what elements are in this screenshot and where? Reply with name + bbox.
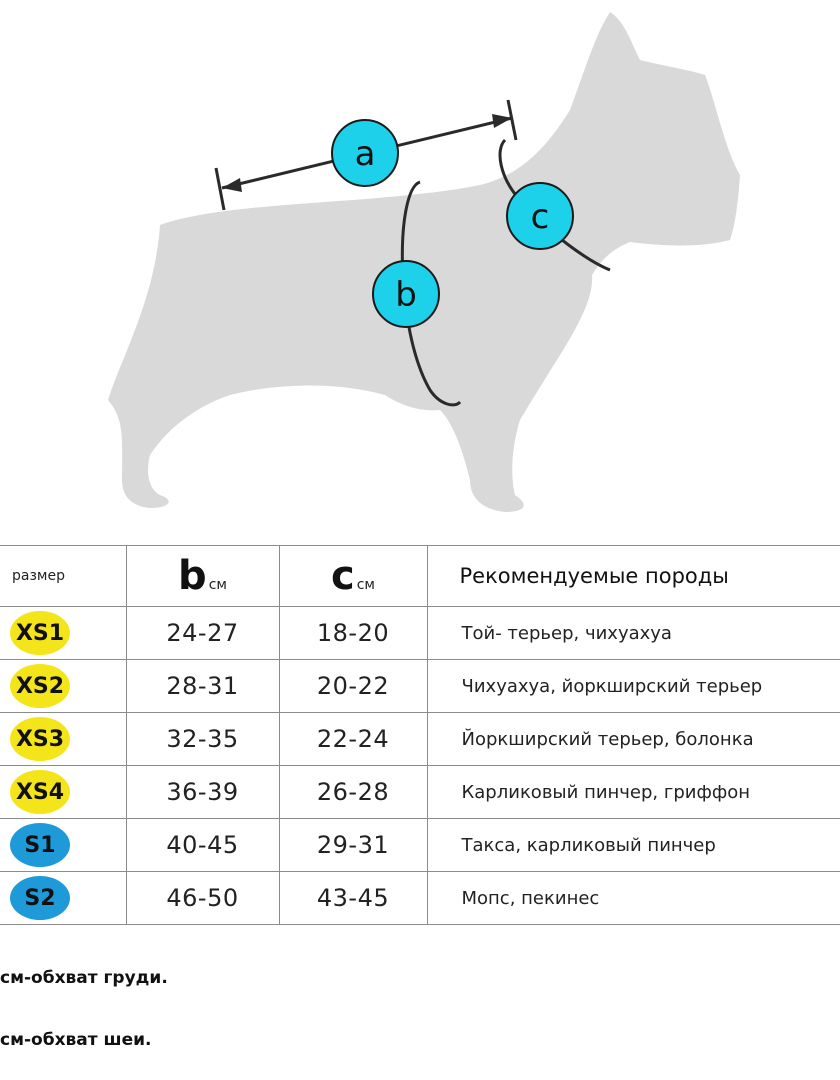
chest-cell: 46-50 — [126, 872, 279, 925]
header-breeds: Рекомендуемые породы — [427, 546, 840, 607]
table-row — [0, 819, 840, 872]
breeds-cell: Такса, карликовый пинчер — [427, 819, 840, 872]
header-b-letter: b — [178, 553, 207, 599]
breeds-cell: Карликовый пинчер, гриффон — [427, 766, 840, 819]
size-badge: XS2 — [10, 664, 70, 708]
size-badge: XS4 — [10, 770, 70, 814]
size-badge: XS1 — [10, 611, 70, 655]
header-c — [279, 546, 427, 607]
neck-cell: 22-24 — [279, 713, 427, 766]
label-a-text: a — [354, 134, 376, 174]
label-c-badge — [507, 183, 573, 249]
header-c-letter: c — [331, 553, 355, 599]
label-b-badge — [373, 261, 439, 327]
size-badge: XS3 — [10, 717, 70, 761]
size-cell — [0, 819, 126, 872]
size-cell — [0, 660, 126, 713]
size-cell — [0, 872, 126, 925]
header-c-unit: см — [356, 577, 375, 593]
label-c-text: c — [530, 197, 550, 237]
size-cell — [0, 766, 126, 819]
size-badge: S2 — [10, 876, 70, 920]
breeds-cell: Йоркширский терьер, болонка — [427, 713, 840, 766]
breeds-cell: Той- терьер, чихуахуа — [427, 607, 840, 660]
note-neck: см-обхват шеи. — [0, 1030, 152, 1050]
breeds-cell: Мопс, пекинес — [427, 872, 840, 925]
note-chest: см-обхват груди. — [0, 968, 168, 988]
header-size: размер — [0, 546, 126, 607]
table-row — [0, 660, 840, 713]
size-chart-table — [0, 545, 840, 925]
chest-cell: 24-27 — [126, 607, 279, 660]
header-b-unit: см — [208, 577, 227, 593]
size-cell — [0, 607, 126, 660]
label-a-badge — [332, 120, 398, 186]
table-row — [0, 766, 840, 819]
label-b-text: b — [395, 275, 417, 315]
chest-cell: 28-31 — [126, 660, 279, 713]
table-row — [0, 872, 840, 925]
table-row — [0, 607, 840, 660]
header-b — [126, 546, 279, 607]
table-row — [0, 713, 840, 766]
neck-cell: 43-45 — [279, 872, 427, 925]
chest-cell: 40-45 — [126, 819, 279, 872]
size-badge: S1 — [10, 823, 70, 867]
neck-cell: 26-28 — [279, 766, 427, 819]
neck-cell: 20-22 — [279, 660, 427, 713]
chest-cell: 36-39 — [126, 766, 279, 819]
breeds-cell: Чихуахуа, йоркширский терьер — [427, 660, 840, 713]
table-header-row — [0, 546, 840, 607]
neck-cell: 18-20 — [279, 607, 427, 660]
dog-silhouette — [108, 12, 740, 512]
size-cell — [0, 713, 126, 766]
chest-cell: 32-35 — [126, 713, 279, 766]
neck-cell: 29-31 — [279, 819, 427, 872]
